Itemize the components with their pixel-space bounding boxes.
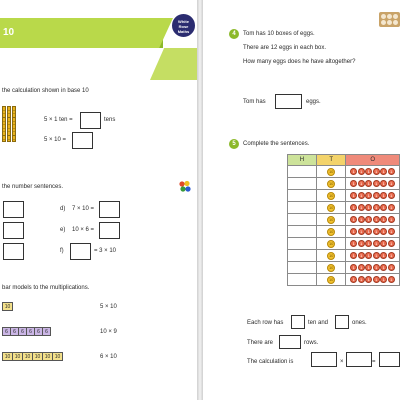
bar-model-expression: 10 × 9 [100,329,117,335]
ones-cell [346,226,400,238]
header-strip [150,48,197,80]
one-counter: 1 [365,216,372,223]
one-counter: 1 [365,228,372,235]
answer-box-q5-rows[interactable] [279,335,301,349]
hundreds-cell [288,274,317,286]
ones-cell [346,238,400,250]
bar-cell: 10 [12,352,23,361]
place-value-row [288,178,400,190]
one-counter: 1 [388,180,395,187]
white-rose-maths-logo: White Rose Maths [171,13,196,38]
hundreds-cell [288,250,317,262]
one-counter: 1 [373,180,380,187]
answer-box-q5-product[interactable] [379,352,400,367]
bar-model-row [2,352,62,370]
header-ones: O [346,155,400,166]
one-counter: 1 [388,264,395,271]
one-counter: 1 [373,252,380,259]
one-counter: 1 [388,276,395,283]
one-counter: 1 [358,264,365,271]
place-value-grid [287,154,400,286]
q4-line1: Tom has 10 boxes of eggs. [243,31,315,37]
bar-model-row [2,302,12,320]
ones-cell [346,202,400,214]
ones-cell [346,274,400,286]
one-counter: 1 [358,228,365,235]
bar-cell: 6 [26,327,35,336]
header-tens: T [316,155,346,166]
hundreds-cell [288,238,317,250]
ones-cell [346,190,400,202]
one-counter: 1 [350,228,357,235]
ten-rod [12,106,16,142]
answer-box-q2-b[interactable] [3,222,24,239]
q5-sentence1-b: ten and [308,320,329,326]
q4-answer-right: eggs. [306,99,321,105]
one-counter: 1 [365,180,372,187]
q1-instruction: the calculation shown in base 10 [2,88,89,94]
one-counter: 1 [365,192,372,199]
one-counter: 1 [380,276,387,283]
bar-model-row [2,327,50,345]
answer-box-q5-factor1[interactable] [311,352,337,367]
bar-model-expression: 6 × 10 [100,354,117,360]
one-counter: 1 [380,168,387,175]
bar-cell: 10 [22,352,33,361]
one-counter: 1 [358,276,365,283]
answer-box-q2-e[interactable] [99,222,120,239]
ten-counter: 10 [328,216,334,222]
place-value-row [288,250,400,262]
one-counter: 1 [380,216,387,223]
header-hundreds: H [288,155,317,166]
question-number-5: 5 [229,139,239,149]
place-value-row [288,166,400,178]
ten-counter: 10 [328,192,334,198]
one-counter: 1 [373,168,380,175]
bar-cell: 10 [52,352,63,361]
ten-rod [2,106,6,142]
one-counter: 1 [373,228,380,235]
answer-box-q2-f[interactable] [70,243,91,260]
ten-rod [7,106,11,142]
place-value-row [288,226,400,238]
egg-box-image [379,12,400,27]
answer-box-q1-product[interactable] [72,132,93,149]
bar-cell: 10 [42,352,53,361]
tens-cell [316,202,346,214]
q2-instruction: the number sentences. [2,184,64,190]
place-value-row [288,238,400,250]
one-counter: 1 [358,168,365,175]
one-counter: 1 [350,240,357,247]
ten-counter: 10 [328,168,334,174]
one-counter: 1 [365,168,372,175]
one-counter: 1 [380,240,387,247]
one-counter: 1 [358,204,365,211]
one-counter: 1 [380,252,387,259]
q4-line3: How many eggs does he have altogether? [243,59,356,65]
q5-sentence1-c: ones. [352,320,367,326]
answer-box-q5-tens[interactable] [291,315,305,329]
tens-cell [316,238,346,250]
ten-counter: 10 [328,240,334,246]
equals-sign: = [372,359,376,365]
answer-box-q5-ones[interactable] [335,315,349,329]
one-counter: 1 [388,228,395,235]
bar-cell: 6 [18,327,27,336]
one-counter: 1 [380,204,387,211]
tens-cell [316,250,346,262]
one-counter: 1 [350,264,357,271]
ones-cell [346,166,400,178]
answer-box-q4[interactable] [275,94,302,109]
bar-cell: 10 [32,352,43,361]
place-value-row [288,274,400,286]
one-counter: 1 [350,180,357,187]
q5-sentence2-b: rows. [304,340,319,346]
hundreds-cell [288,178,317,190]
one-counter: 1 [358,252,365,259]
one-counter: 1 [350,252,357,259]
ten-counter: 10 [328,276,334,282]
tens-cell [316,190,346,202]
q2-label-f: f) [60,248,64,254]
place-value-row [288,262,400,274]
hundreds-cell [288,202,317,214]
q3-instruction: bar models to the multiplications. [2,285,90,291]
one-counter: 1 [388,240,395,247]
one-counter: 1 [350,168,357,175]
ten-counter: 10 [328,180,334,186]
one-counter: 1 [380,192,387,199]
q5-sentence3-a: The calculation is [247,359,294,365]
one-counter: 1 [388,204,395,211]
one-counter: 1 [350,216,357,223]
one-counter: 1 [365,264,372,271]
one-counter: 1 [380,264,387,271]
one-counter: 1 [380,180,387,187]
one-counter: 1 [365,252,372,259]
one-counter: 1 [388,168,395,175]
tens-cell [316,262,346,274]
one-counter: 1 [388,216,395,223]
hundreds-cell [288,166,317,178]
one-counter: 1 [358,192,365,199]
one-counter: 1 [350,192,357,199]
tens-cell [316,166,346,178]
hundreds-cell [288,262,317,274]
tens-cell [316,274,346,286]
one-counter: 1 [365,240,372,247]
q2-expr-f: = 3 × 10 [94,248,117,254]
one-counter: 1 [350,204,357,211]
bar-cell: 6 [34,327,43,336]
q2-expr-d: 7 × 10 = [72,206,95,212]
place-value-row [288,190,400,202]
bar-cell: 6 [42,327,51,336]
answer-box-q2-c[interactable] [3,243,24,260]
ones-cell [346,250,400,262]
one-counter: 1 [373,192,380,199]
q2-expr-e: 10 × 6 = [72,227,95,233]
ones-cell [346,262,400,274]
one-counter: 1 [358,180,365,187]
q1-line2-left: 5 × 10 = [44,137,67,143]
beads-icon [178,180,192,194]
bar-model-expression: 5 × 10 [100,304,117,310]
tens-cell [316,178,346,190]
one-counter: 1 [388,252,395,259]
ones-cell [346,178,400,190]
hundreds-cell [288,214,317,226]
ten-counter: 10 [328,264,334,270]
one-counter: 1 [373,240,380,247]
bar-cell: 10 [2,302,13,311]
one-counter: 1 [358,216,365,223]
page-title: 10 [3,27,15,38]
q1-line1-right: tens [104,117,116,123]
ten-counter: 10 [328,228,334,234]
tens-cell [316,214,346,226]
answer-box-q2-d[interactable] [99,201,120,218]
times-sign: × [340,359,344,365]
one-counter: 1 [365,204,372,211]
hundreds-cell [288,226,317,238]
q2-label-d: d) [60,206,66,212]
tens-cell [316,226,346,238]
one-counter: 1 [358,240,365,247]
q5-instruction: Complete the sentences. [243,141,310,147]
one-counter: 1 [365,276,372,283]
one-counter: 1 [388,192,395,199]
answer-box-q1-tens[interactable] [80,112,101,129]
one-counter: 1 [373,204,380,211]
bar-cell: 6 [2,327,11,336]
q1-line1-left: 5 × 1 ten = [44,117,73,123]
q4-answer-left: Tom has [243,99,266,105]
answer-box-q2-a[interactable] [3,201,24,218]
header-band-light [0,18,173,48]
q4-line2: There are 12 eggs in each box. [243,45,327,51]
ten-counter: 10 [328,252,334,258]
bar-cell: 6 [10,327,19,336]
bar-cell: 10 [2,352,13,361]
q2-label-e: e) [60,227,66,233]
hundreds-cell [288,190,317,202]
right-page [203,0,400,400]
left-page [0,0,197,400]
ones-cell [346,214,400,226]
q5-sentence2-a: There are [247,340,274,346]
one-counter: 1 [373,264,380,271]
q5-sentence1-a: Each row has [247,320,284,326]
place-value-row [288,214,400,226]
one-counter: 1 [373,276,380,283]
place-value-row [288,202,400,214]
ten-counter: 10 [328,204,334,210]
answer-box-q5-factor2[interactable] [346,352,372,367]
one-counter: 1 [380,228,387,235]
one-counter: 1 [373,216,380,223]
one-counter: 1 [350,276,357,283]
question-number-4: 4 [229,29,239,39]
